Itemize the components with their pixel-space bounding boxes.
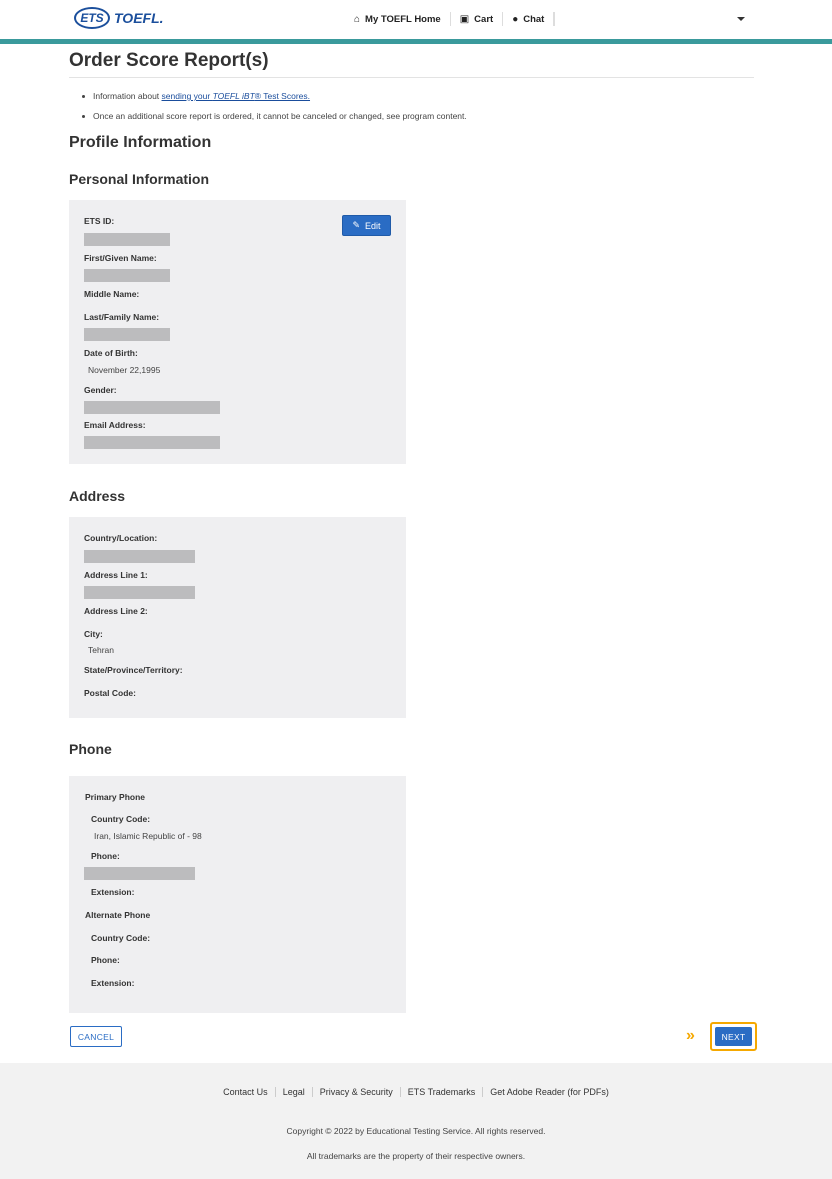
alternate-country-code-label: Country Code:: [91, 933, 151, 943]
phone-panel: [69, 776, 406, 1013]
header-divider: [0, 39, 832, 44]
address-panel: [69, 517, 406, 718]
profile-heading: Profile Information: [69, 134, 212, 151]
address-line2-label: Address Line 2:: [84, 606, 148, 616]
chat-icon: ●: [512, 13, 519, 25]
bullet-text: Information about: [93, 91, 162, 101]
footer-links: [0, 1087, 832, 1097]
toefl-logo-text: TOEFL.: [114, 10, 164, 26]
double-chevron-right-icon: »: [686, 1027, 691, 1044]
alternate-extension-label: Extension:: [91, 978, 135, 988]
dob-label: Date of Birth:: [84, 348, 138, 358]
primary-country-code-label: Country Code:: [91, 814, 151, 824]
redacted-value: [84, 550, 195, 563]
footer-link-ets-trademarks[interactable]: ETS Trademarks: [400, 1087, 483, 1097]
phone-heading: Phone: [69, 741, 112, 757]
nav-cart[interactable]: [451, 12, 503, 26]
footer-link-adobe-reader[interactable]: Get Adobe Reader (for PDFs): [482, 1087, 616, 1097]
redacted-value: [84, 328, 170, 341]
state-label: State/Province/Territory:: [84, 665, 183, 675]
title-divider: [69, 77, 754, 78]
nav-divider: [554, 12, 555, 26]
middle-name-label: Middle Name:: [84, 289, 140, 299]
nav-label: My TOEFL Home: [365, 13, 441, 25]
page-title: Order Score Report(s): [69, 50, 269, 71]
city-value: Tehran: [88, 645, 114, 655]
next-button[interactable]: NEXT: [715, 1027, 752, 1046]
footer-trademarks: All trademarks are the property of their respective owners.: [306, 1151, 526, 1161]
ets-logo-mark: ETS: [74, 7, 110, 29]
home-icon: ⌂: [354, 13, 361, 25]
redacted-value: [84, 586, 195, 599]
redacted-value: [84, 233, 170, 246]
primary-country-code-value: Iran, Islamic Republic of - 98: [94, 831, 202, 841]
footer-link-contact-us[interactable]: Contact Us: [223, 1087, 268, 1097]
primary-phone-number-label: Phone:: [91, 851, 120, 861]
redacted-value: [84, 867, 195, 880]
address-heading: Address: [69, 488, 126, 504]
nav-label: Cart: [474, 13, 494, 25]
main-nav: [354, 11, 555, 27]
nav-label: Chat: [523, 13, 545, 25]
edit-button[interactable]: [342, 215, 391, 236]
email-label: Email Address:: [84, 420, 146, 430]
postal-code-label: Postal Code:: [84, 688, 136, 698]
last-name-label: Last/Family Name:: [84, 312, 160, 322]
primary-extension-label: Extension:: [91, 887, 135, 897]
edit-label: Edit: [365, 220, 381, 231]
link-text-a[interactable]: sending your: [161, 91, 213, 101]
gender-label: Gender:: [84, 385, 117, 395]
alternate-phone-number-label: Phone:: [91, 955, 120, 965]
footer: [0, 1063, 832, 1179]
footer-copyright: Copyright © 2022 by Educational Testing Service. All rights reserved.: [286, 1126, 546, 1136]
personal-heading: Personal Information: [69, 171, 210, 187]
sending-scores-link[interactable]: [162, 91, 311, 101]
info-bullet-2: Once an additional score report is ordered, it cannot be canceled or changed, see program content.: [82, 111, 467, 122]
link-text-b[interactable]: ® Test Scores.: [254, 91, 311, 101]
footer-link-privacy-security[interactable]: Privacy & Security: [312, 1087, 400, 1097]
edit-icon: ✎: [352, 220, 361, 230]
top-bar: [0, 0, 832, 39]
footer-link-legal[interactable]: Legal: [275, 1087, 312, 1097]
address-line1-label: Address Line 1:: [84, 570, 148, 580]
cart-icon: ▣: [459, 13, 470, 25]
info-bullet-1: [82, 91, 467, 102]
redacted-value: [84, 401, 220, 414]
country-label: Country/Location:: [84, 533, 158, 543]
dob-value: November 22,1995: [88, 365, 161, 375]
first-name-label: First/Given Name:: [84, 253, 157, 263]
nav-chat[interactable]: [503, 12, 554, 26]
cancel-button[interactable]: CANCEL: [70, 1026, 122, 1047]
info-bullets: [82, 91, 467, 131]
ets-toefl-logo[interactable]: [74, 6, 164, 30]
chevron-down-icon[interactable]: [737, 17, 745, 21]
primary-phone-label: Primary Phone: [85, 792, 145, 802]
ets-id-label: ETS ID:: [84, 216, 115, 226]
next-button-focus-ring: [710, 1022, 757, 1051]
redacted-value: [84, 436, 220, 449]
redacted-value: [84, 269, 170, 282]
personal-panel: [69, 200, 406, 464]
alternate-phone-label: Alternate Phone: [85, 910, 151, 920]
nav-my-toefl-home[interactable]: [354, 12, 451, 26]
city-label: City:: [84, 629, 103, 639]
link-text-em[interactable]: TOEFL iBT: [212, 91, 255, 101]
